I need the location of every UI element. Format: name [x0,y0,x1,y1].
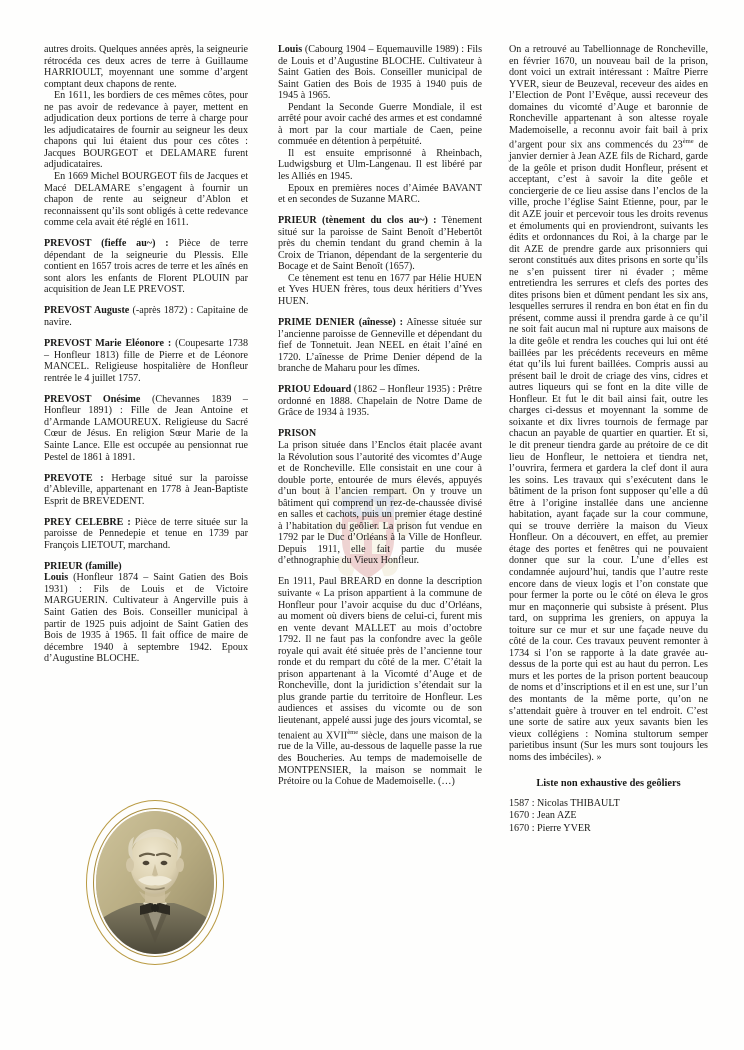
entry-heading: PREY CELEBRE : [44,516,131,528]
list-item: 1670 : Jean AZE [509,810,577,822]
entry-heading: PRIOU Edouard [278,384,352,396]
entry-subheading: Louis [44,572,69,584]
portrait-inner-ring [93,808,217,957]
geoliers-list [509,798,708,835]
paragraph: Epoux en premières noces d’Aimée BAVANT et en secondes de Suzanne MARC. [278,182,482,206]
entry-prevost-onesime [44,394,248,463]
paragraph: autres droits. Quelques années après, la seigneurie rétrocéda ces deux acres de terre à Guillaume HARRIOULT, moyennant une somme d’argent comptant deux chapons de rente. [44,44,248,90]
entry-prison-quote [278,576,482,787]
column-3 [509,44,708,835]
geoliers-list-title: Liste non exhaustive des geôliers [536,778,681,790]
list-item: 1587 : Nicolas THIBAULT [509,798,620,810]
entry-heading: PRIME DENIER (aînesse) : [278,317,403,329]
entry-heading: PREVOST Marie Eléonore : [44,338,172,350]
lease-part-1: On a retrouvé au Tabellionnage de Roncheville, en février 1670, un nouveau bail de la prison, dont voici un extrait intéressant : Maître Pierre YVER, sieur de Beuzeval, receveur des aides en l’Election de Pont l’Evêque, aussi receveur des domaines du vicomté d’Auge et baronnie de Roncheville appartenant à son altesse royale Mademoiselle, a reconnu avoir fait bail à prix d’argent pour six ans commencés du 23 [509,44,708,151]
entry-priou-edouard [278,384,482,419]
entry-heading: PREVOTE : [44,472,104,484]
entry-prevote [44,473,248,508]
entry-prieur-louis-1904 [278,44,482,102]
quote-part-2: siècle, dans une maison de la rue de la Ville, au-dessous de laquelle passe la rue des Boucheries. Au temps de mademoiselle de MONTPENSIER, la maison se nommait le Prétoire ou la Cohue de Mademoiselle. (…) [278,729,482,788]
paragraph: Ce tènement est tenu en 1677 par Hélie HUEN et Yves HUEN frères, tous deux héritiers d’Yves HUEN. [278,272,482,307]
quote-part-1: En 1911, Paul BREARD en donne la description suivante « La prison appartient à la commune de Honfleur pour l’avoir acquise du duc d’Orléans, au moment où divers biens de celui-ci, furent mis en vente devant MALLET au mois d’octobre 1792. Il ne faut pas la confondre avec la geôle royale qui avait été située près de l’ancienne tour ronde et du rempart du côté de la mer. C’était la prison appartenant à la Vicomté d’Auge et de Roncheville, dont la juridiction s’étendait sur la plus grande partie du territoire de Honfleur. Les audiences et assises du vicomte ou de son lieutenant, appelé aussi juge des jours vicomtal, se tenaient au XVII [278,576,482,741]
ordinal-suffix: ème [347,728,359,736]
lease-part-2: de janvier dernier à Jean AZE fils de Richard, garde de la geôle et prison dudit Honfleur, présent et acceptant, c’est à savoir la dite geôle et conciergerie de ce lieu assise dans l’enclos de la ville, proche l’église Saint Etienne, pour, par le dit AZE jouir et percevoir tous les droits revenus et émoluments qui en proviendront, suivants les édits et ordonnances du Roi, à la charge par le dit AZE de prendre garde aux prisonniers qui seront constitués aux dites prisons en sorte qu’ils ne s’en puissent tirer ni évader ; même entretiendra les serrures et clefs des portes des dites prisons bien et dûment pendant les six ans, lesquelles serrures il rendra en bon état en fin du présent, comme aussi il prendra garde à ce qu’il ne soit fait aucun mal ni rupture aux maisons de la dite geôle et rendra les couches qui lui ont été baillées par les précédents receveurs en même état qu’ils lui furent baillées. Compris aussi au présent bail le droit de criage des vins, cidres et autres liqueurs qui se font en la dite ville de Honfleur. Et fut le dit bail ainsi fait, outre les charges ci-dessus et moyennant la somme de soixante et dix livres tournois de fermage par chacun an payable de quartier en quartier. Et si, le dit preneur tiendra garde au prétoire de ce dit lieu de Honfleur, le nettoiera et tiendra net, l’ouvrira, fermera et gardera la clef dont il aura les soins. Les travaux qui s’exécutent dans le bâtiment de la prison font supposer qu’elle a dû être à l’origine installée dans une ancienne habitation, ayant façade sur la cour commune, qui se trouve derrière la maison du Vieux Honfleur. On a découvert, en effet, au premier étage des portes et fenêtres qui ne pouvaient donner que sur la cour. L’une d’elles est condamnée aujourd’hui, tandis que l’autre reste encore dans de vieux logis et l’on constate que pour fermer la porte ou le côté on éleva le gros mur en maçonnerie qui subsiste à présent. Plus tard, on supprima les greniers, on appuya la toiture sur ce mur et sur une façade neuve du côté de la cour. Ces travaux peuvent remonter à 1734 si l’on se rapporte à la date gravée au-dessus de la porte qui est au haut du perron. Les murs et les portes de la prison portent beaucoup de noms et d’inscriptions et il en est une, sur l’un des montants de la même porte, qu’on ne s’attendait guère à trouver en tel endroit. C’est une sorte de satire aux yeux savants bien les vieux collégiens : Nomina stultorum semper parietibus insunt (Sur les murs sont toujours les noms des imbéciles). » [509,139,708,763]
paragraph: En 1669 Michel BOURGEOT fils de Jacques et Macé DELAMARE s’engagent à fournir un chapon de rente au seigneur d’Ablon et reconnaissent qu’ils sont obligés à cette redevance comme cela avait été réglé en 1611. [44,171,248,229]
entry-body: (Honfleur 1874 – Saint Gatien des Bois 1931) : Fils de Louis et de Victoire MARGUERIN. Cultivateur à Angerville puis à Saint Gatien des Bois. Conseiller municipal à partir de 1925 puis adjoint de Saint Gatien des Bois de 1935 à 1965. Il fait office de maire de décembre 1940 à septembre 1942. Epoux d’Augustine BLOCHE. [44,572,248,665]
entry-heading: PREVOST Onésime [44,393,141,405]
entry-body: (1862 – Honfleur 1935) : Prêtre ordonné en 1888. Chapelain de Notre Dame de Grâce de 1934 à 1935. [278,384,482,419]
paragraph: Il est ensuite emprisonné à Rheinbach, Ludwigsburg et Ulm-Langenau. Il est libéré par les Alliés en 1945. [278,147,482,183]
entry-body: (Coupesarte 1738 – Honfleur 1813) fille de Pierre et de Léonore MANCEL. Religieuse hospitalière de Honfleur rentrée le 4 juillet 1757. [44,338,248,384]
entry-prieur-louis [44,572,248,664]
entry-body: Pièce de terre située sur la paroisse de Pennedepie et tenue en 1739 par François LIETOUT, marchand. [44,516,248,551]
entry-body: Pièce de terre dépendant de la seigneurie du Plessis. Elle contient en 1657 trois acres de terre et les aînés en sont alors les enfants de Florent PLOUIN par acquisition de Jean LE PREVOST. [44,238,248,296]
entry-body: (Chevannes 1839 – Honfleur 1891) : Fille de Jean Antoine et d’Armande LAMOUREUX. Religieuse du Sacré Cœur de Jésus. En religion Sœur Marie de la Sainte Lance. Elle est occupée au pensionnat rue Pestel de 1861 à 1891. [44,393,248,463]
list-item: 1670 : Pierre YVER [509,822,591,834]
entry-prevost-fieffe [44,238,248,296]
entry-prison-heading [278,428,482,440]
entry-prey-celebre [44,517,248,552]
entry-body: (-après 1872) : Capitaine de navire. [44,305,248,329]
prison-lease-text [509,44,708,763]
entry-prevost-marie-eleonore [44,338,248,384]
entry-prieur-tenement [278,215,482,273]
entry-body: Aînesse située sur l’ancienne paroisse de Genneville et dépendant du fief de Tonnetuit. Jean NEEL en était l’aîné en 1720. L’aînesse de Prime Denier dépend de la branche de Maharu pour les dîmes. [278,317,482,375]
portrait-photograph [86,800,226,967]
entry-prieur-famille-heading [44,561,248,573]
entry-prevost-auguste [44,305,248,328]
column-1 [44,44,248,665]
entry-heading: PRISON [278,428,317,440]
entry-subheading: Louis [278,44,303,55]
entry-heading: PRIEUR (famille) [44,560,122,572]
entry-heading: PREVOST (fieffe au~) : [44,238,169,250]
entry-heading: PRIEUR (tènement du clos au~) : [278,215,437,227]
paragraph: En 1611, les bordiers de ces mêmes côtes, pour ne pas avoir de redevance à payer, mettent en adjudication deux portions de terre à charge pour les adjudicataires de fournir au seigneur les deux chapons qui lui étaient dus pour ces côtes : Jacques BOURGEOT et DELAMARE furent adjudicataires. [44,90,248,171]
entry-prime-denier [278,317,482,375]
ordinal-suffix: ème [682,138,694,146]
column-2 [278,44,482,788]
entry-prison-body: La prison située dans l’Enclos était placée avant la Révolution sous l’autorité des vicomtes d’Auge et de Roncheville. Elle consistait en une cour à double porte, entourée de murs élevés, appuyés d’un bout à l’ancien rempart. On y trouve un bâtiment qui comprend un rez-de-chaussée divisé en salles et cachots, puis un premier étage destiné à l’habitation du geôlier. La prison fut vendue en 1792 par le Duc d’Orléans à la Ville de Honfleur. Depuis 1911, elle fait partie du musée d’ethnographie du Vieux Honfleur. [278,439,482,567]
entry-heading: PREVOST Auguste [44,305,130,317]
entry-body: Tènement situé sur la paroisse de Saint Benoît d’Hebertôt près du chemin tendant du grand chemin à la Croix de Trianon, dépendant de la sergenterie du Bocage et de Saint Benoît (1657). [278,215,482,273]
entry-body: Herbage situé sur la paroisse d’Ableville, appartenant en 1778 à Jean-Baptiste Esprit de BREVEDENT. [44,472,248,507]
paragraph: Pendant la Seconde Guerre Mondiale, il est arrêté pour avoir caché des armes et est condamné à mort par la cour martiale de Caen, peine commuée en détention à perpétuité. [278,101,482,148]
entry-body: (Cabourg 1904 – Equemauville 1989) : Fils de Louis et d’Augustine BLOCHE. Cultivateur à Saint Gatien des Bois. Conseiller municipal de Saint Gatien des Bois de 1935 à 1940 puis de 1945 à 1965. [278,44,482,102]
